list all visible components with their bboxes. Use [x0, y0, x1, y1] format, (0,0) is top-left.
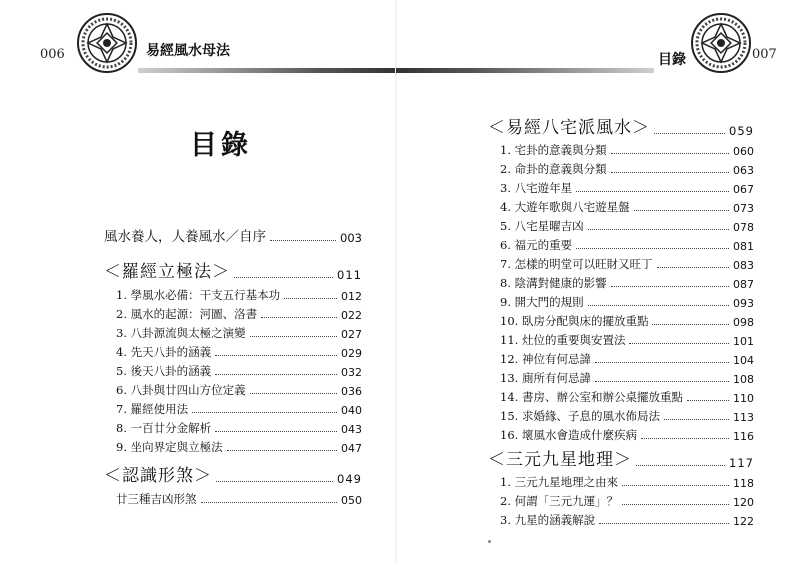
- toc-item: 2. 風水的起源：河圖、洛書 022: [116, 307, 362, 322]
- toc-item: 4. 大遊年歌與八宅遊星盤 073: [500, 200, 754, 215]
- header-title-right: 目錄: [658, 52, 686, 68]
- toc-section-bazhai: ＜易經八宅派風水＞ 059: [488, 118, 754, 138]
- toc-item: 2. 命卦的意義與分類 063: [500, 162, 754, 177]
- toc-item: 13. 廁所有何忌諱 108: [500, 371, 754, 386]
- toc-item: 16. 壞風水會造成什麼疾病 116: [500, 428, 754, 443]
- header-rule-right: [396, 68, 654, 73]
- toc-intro-entry: 風水養人，人養風水／自序 003: [104, 229, 362, 245]
- toc-item: 3. 九星的涵義解說 122: [500, 513, 754, 528]
- toc-item: 1. 學風水必備：干支五行基本功 012: [116, 288, 362, 303]
- print-speck: [488, 540, 491, 543]
- toc-item: 10. 臥房分配與床的擺放重點 098: [500, 314, 754, 329]
- toc-item: 7. 羅經使用法 040: [116, 402, 362, 417]
- toc-item: 5. 後天八卦的涵義 032: [116, 364, 362, 379]
- toc-item: 12. 神位有何忌諱 104: [500, 352, 754, 367]
- left-page: [0, 0, 396, 563]
- toc-item: 6. 福元的重要 081: [500, 238, 754, 253]
- toc-item: 7. 怎樣的明堂可以旺財又旺丁 083: [500, 257, 754, 272]
- toc-item: 3. 八宅遊年星 067: [500, 181, 754, 196]
- page-number-left: 006: [40, 47, 65, 62]
- compass-medallion-icon: [76, 12, 138, 74]
- toc-item: 8. 陰溝對健康的影響 087: [500, 276, 754, 291]
- header-title-left: 易經風水母法: [146, 43, 230, 59]
- toc-item: 11. 灶位的重要與安置法 101: [500, 333, 754, 348]
- page-number-right: 007: [752, 47, 777, 62]
- toc-section-luojing: ＜羅經立極法＞ 011: [104, 262, 362, 282]
- toc-item: 15. 求婚緣、子息的風水佈局法 113: [500, 409, 754, 424]
- toc-item: 2. 何謂「三元九運」？ 120: [500, 494, 754, 509]
- compass-medallion-icon: [690, 12, 752, 74]
- toc-item: 6. 八卦與廿四山方位定義 036: [116, 383, 362, 398]
- toc-section-sanyuan: ＜三元九星地理＞ 117: [488, 450, 754, 470]
- toc-item: 8. 一百廿分金解析 043: [116, 421, 362, 436]
- toc-item: 14. 書房、辦公室和辦公桌擺放重點 110: [500, 390, 754, 405]
- toc-item: 廿三種吉凶形煞 050: [116, 492, 362, 507]
- toc-item: 4. 先天八卦的涵義 029: [116, 345, 362, 360]
- toc-heading: 目錄: [190, 130, 252, 161]
- toc-item: 3. 八卦源流與太極之演變 027: [116, 326, 362, 341]
- toc-section-xingsha: ＜認識形煞＞ 049: [104, 466, 362, 486]
- toc-item: 1. 宅卦的意義與分類 060: [500, 143, 754, 158]
- toc-item: 9. 開大門的規則 093: [500, 295, 754, 310]
- right-page: [396, 0, 793, 563]
- header-rule-left: [138, 68, 396, 73]
- toc-item: 5. 八宅星曜吉凶 078: [500, 219, 754, 234]
- toc-item: 9. 坐向界定與立極法 047: [116, 440, 362, 455]
- toc-item: 1. 三元九星地理之由來 118: [500, 475, 754, 490]
